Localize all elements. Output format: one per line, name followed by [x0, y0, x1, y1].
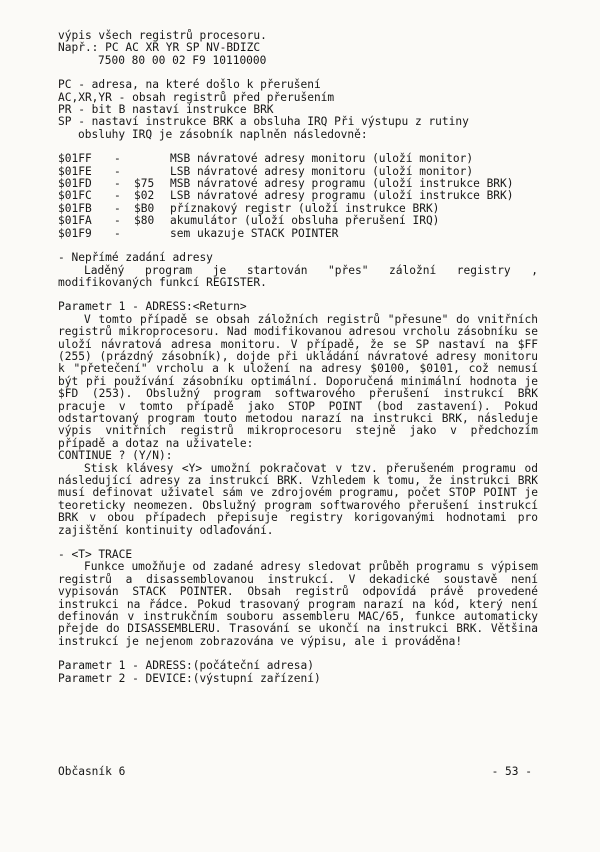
- stack-row: [58, 215, 514, 227]
- footer-title: Občasník 6: [58, 765, 126, 778]
- stack-description: příznakový registr (uloží instrukce BRK): [170, 201, 440, 215]
- stack-row: [58, 190, 514, 202]
- stack-address: $01FD: [58, 177, 92, 191]
- stack-description: sem ukazuje STACK POINTER: [170, 226, 339, 240]
- stack-address: $01FA: [58, 214, 92, 228]
- stack-address: $01FE: [58, 164, 92, 178]
- stack-value: $02: [134, 189, 155, 203]
- stack-value: [134, 153, 170, 165]
- stack-dash: -: [114, 177, 121, 191]
- stack-row: [58, 153, 514, 165]
- intro-line-1: výpis všech registrů procesoru.: [58, 29, 267, 42]
- page-number: - 53 -: [491, 765, 532, 778]
- stack-row: [58, 228, 514, 240]
- stack-address: $01FB: [58, 201, 92, 215]
- stack-value: $75: [134, 177, 155, 191]
- legend-ac: AC,XR,YR - obsah registrů před přerušením: [58, 90, 335, 104]
- stack-address: $01F9: [58, 226, 92, 240]
- indirect-heading: - Nepřímé zadání adresy: [58, 251, 213, 265]
- stack-dash: -: [114, 214, 121, 228]
- trace-param-2: Parametr 2 - DEVICE:(výstupní zařízení): [58, 671, 321, 685]
- legend-pc: PC - adresa, na které došlo k přerušení: [58, 78, 321, 92]
- stack-dash: -: [114, 164, 121, 178]
- intro-line-2: Např.: PC AC XR YR SP NV-BDIZC: [58, 41, 261, 55]
- stack-dash: -: [114, 201, 121, 215]
- param1-para-2: Stisk klávesy <Y> umožní pokračovat v tzv. přerušeném programu od následující adresy za instrukcí BRK. Vzhledem k tomu, že instrukci BRK musí definovat uživatel sám ve zdrojovém programu, počet STOP POINT je teoreticky neomezen. Obslužný program softwarového přerušení instrukcí BRK v obou případech přepisuje registry korigovanými hodnotami pro zajištění kontinuity odlaďování.: [58, 461, 538, 537]
- stack-dash: -: [114, 152, 121, 166]
- param1-para-1: V tomto případě se obsah záložních registrů "přesune" do vnitřních registrů mikroprocesoru. Nad modifikovanou adresou vrcholu zásobníku se uloží návratová adresa monitoru. V případě, že se SP nastaví na $FF (255) (prázdný zásobník), dojde při ukládání návratové adresy monitoru k "přetečení" vrcholu a k uložení na adresy $0100, $0101, což nemusí být při používání zásobníku optimální. Doporučená minimální hodnota je $FD (253). Obslužný program softwarového přerušení instrukcí BRK pracuje v tomto případě jako STOP POINT (bod zastavení). Pokud odstartovaný program touto metodou narazí na instrukci BRK, následuje výpis vnitřních registrů mikroprocesoru stejně jako v předchozím případě a dotaz na uživatele:: [58, 312, 538, 450]
- stack-dash: -: [114, 189, 121, 203]
- stack-description: MSB návratové adresy monitoru (uloží monitor): [170, 152, 474, 166]
- stack-address: $01FF: [58, 152, 92, 166]
- stack-description: LSB návratové adresy monitoru (uloží monitor): [170, 164, 474, 178]
- continue-prompt: CONTINUE ? (Y/N):: [58, 449, 173, 463]
- legend-pr: PR - bit B nastaví instrukce BRK: [58, 103, 274, 117]
- page-footer: [58, 766, 532, 778]
- intro-line-3: 7500 80 00 02 F9 10110000: [98, 53, 267, 67]
- stack-description: MSB návratové adresy programu (uloží instrukce BRK): [170, 177, 514, 191]
- stack-description: LSB návratové adresy programu (uloží instrukce BRK): [170, 189, 514, 203]
- trace-para: Funkce umožňuje od zadané adresy sledovat průběh programu s výpisem registrů a disassemblovanou instrukcí. V dekadické soustavě není vypisován STACK POINTER. Obsah registrů odpovídá právě provedené instrukci na řádce. Pokud trasovaný program narazí na kód, který není definován v instrukčním souboru assembleru MAC/65, funkce automaticky přejde do DISASSEMBLERU. Trasování se ukončí na instrukci BRK. Většina instrukcí je nejenom zobrazována ve výpisu, ale i prováděna!: [58, 560, 538, 648]
- document-page: [58, 30, 538, 685]
- param1-heading: Parametr 1 - ADRESS:<Return>: [58, 300, 247, 314]
- stack-table: [58, 153, 514, 240]
- trace-param-1: Parametr 1 - ADRESS:(počáteční adresa): [58, 659, 314, 673]
- trace-heading: - <T> TRACE: [58, 548, 133, 562]
- stack-description: akumulátor (uloží obsluha přerušení IRQ): [170, 214, 440, 228]
- stack-value: $80: [134, 214, 155, 228]
- stack-value: [134, 228, 170, 240]
- legend-sp: SP - nastaví instrukce BRK a obsluha IRQ Při výstupu z rutiny: [58, 115, 469, 129]
- stack-value: $B0: [134, 201, 155, 215]
- indirect-text: Laděný program je startován "přes" záložní registry , modifikovaných funkcí REGISTER.: [58, 263, 538, 289]
- stack-address: $01FC: [58, 189, 92, 203]
- legend-sp-cont: obsluhy IRQ je zásobník naplněn následovně:: [78, 127, 368, 141]
- stack-dash: -: [114, 226, 121, 240]
